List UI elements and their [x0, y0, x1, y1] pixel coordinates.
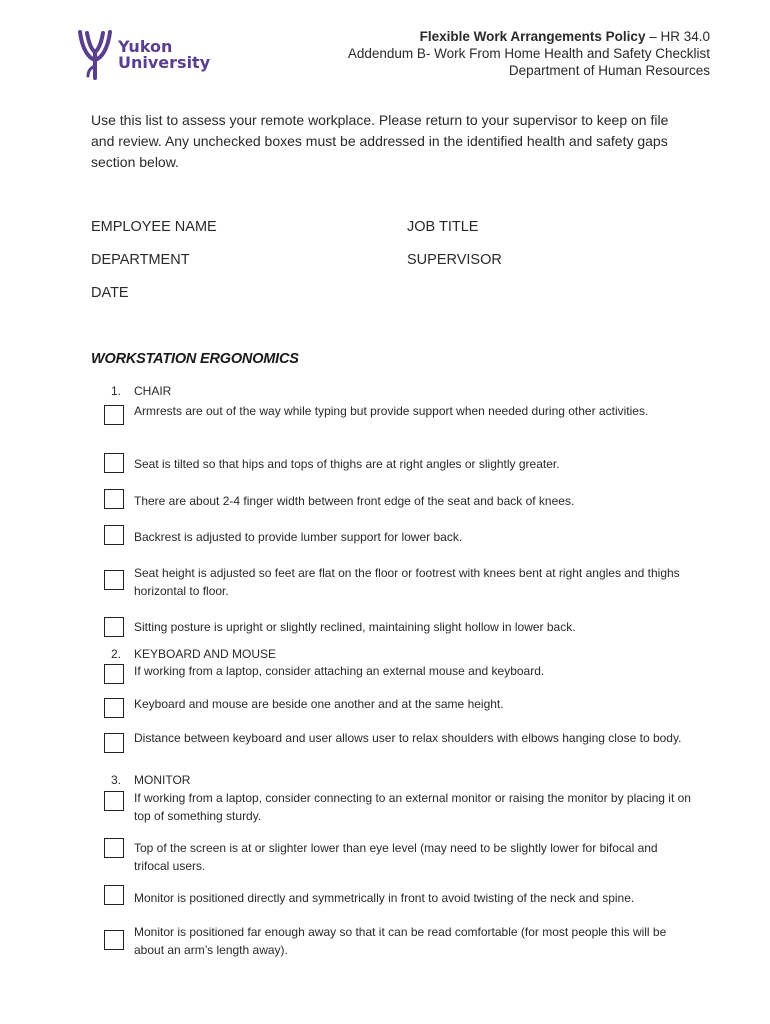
group-heading-monitor: MONITOR — [134, 773, 191, 787]
policy-code: – HR 34.0 — [645, 29, 710, 44]
header-line-1 — [348, 28, 710, 45]
logo-wordmark — [118, 39, 210, 71]
checklist-item: Monitor is positioned directly and symmetrically in front to avoid twisting of the neck and spine. — [134, 891, 635, 905]
group-number: 2. — [111, 647, 122, 661]
checkbox[interactable] — [104, 885, 124, 905]
checklist-item: Sitting posture is upright or slightly reclined, maintaining slight hollow in lower back. — [134, 620, 576, 634]
section-title: WORKSTATION ERGONOMICS — [91, 351, 299, 367]
group-number: 3. — [111, 773, 122, 787]
checklist-item: Distance between keyboard and user allows user to relax shoulders with elbows hanging close to body. — [134, 731, 682, 745]
checklist-item: Seat is tilted so that hips and tops of thighs are at right angles or slightly greater. — [134, 457, 560, 471]
checklist-item: Seat height is adjusted so feet are flat on the floor or footrest with knees bent at right angles and thighs horizontal to floor. — [134, 566, 680, 598]
checkbox[interactable] — [104, 664, 124, 684]
checkbox[interactable] — [104, 698, 124, 718]
checkbox[interactable] — [104, 838, 124, 858]
group-heading-chair: CHAIR — [134, 384, 172, 398]
job-title-label: JOB TITLE — [407, 219, 479, 235]
supervisor-label: SUPERVISOR — [407, 252, 502, 268]
checklist-item: Keyboard and mouse are beside one another and at the same height. — [134, 697, 504, 711]
department-label: DEPARTMENT — [91, 252, 190, 268]
employee-name-label: EMPLOYEE NAME — [91, 219, 217, 235]
checklist-item: Armrests are out of the way while typing but provide support when needed during other activities. — [134, 404, 649, 418]
checklist-item: Monitor is positioned far enough away so that it can be read comfortable (for most people this will be about an arm’s length away). — [134, 925, 667, 957]
checkbox[interactable] — [104, 405, 124, 425]
logo-line-2: University — [118, 53, 211, 72]
checkbox[interactable] — [104, 791, 124, 811]
checkbox[interactable] — [104, 930, 124, 950]
date-label: DATE — [91, 285, 129, 301]
checkbox[interactable] — [104, 453, 124, 473]
checklist-item: Backrest is adjusted to provide lumber support for lower back. — [134, 530, 463, 544]
checkbox[interactable] — [104, 570, 124, 590]
checklist-item: There are about 2-4 finger width between front edge of the seat and back of knees. — [134, 494, 575, 508]
group-number: 1. — [111, 384, 122, 398]
document-header — [348, 28, 710, 79]
header-line-3: Department of Human Resources — [508, 63, 710, 78]
checklist-item: If working from a laptop, consider attaching an external mouse and keyboard. — [134, 664, 545, 678]
checklist-item: Top of the screen is at or slighter lower than eye level (may need to be slightly lower for bifocal and trifocal users. — [134, 841, 658, 873]
checkbox[interactable] — [104, 617, 124, 637]
intro-paragraph: Use this list to assess your remote workplace. Please return to your supervisor to keep on file and review. Any unchecked boxes must be addressed in the identified health and safety gaps section below. — [91, 112, 669, 170]
logo-line-1: Yukon — [118, 37, 173, 56]
yukon-university-logo — [78, 30, 210, 80]
group-heading-keyboard-mouse: KEYBOARD AND MOUSE — [134, 647, 277, 661]
checklist-item: If working from a laptop, consider connecting to an external monitor or raising the monitor by placing it on top of something sturdy. — [134, 791, 691, 823]
checkbox[interactable] — [104, 525, 124, 545]
header-line-2: Addendum B- Work From Home Health and Safety Checklist — [347, 46, 710, 61]
checkbox[interactable] — [104, 733, 124, 753]
checkbox[interactable] — [104, 489, 124, 509]
yukon-leaf-icon — [78, 30, 112, 80]
policy-title: Flexible Work Arrangements Policy — [419, 29, 646, 44]
